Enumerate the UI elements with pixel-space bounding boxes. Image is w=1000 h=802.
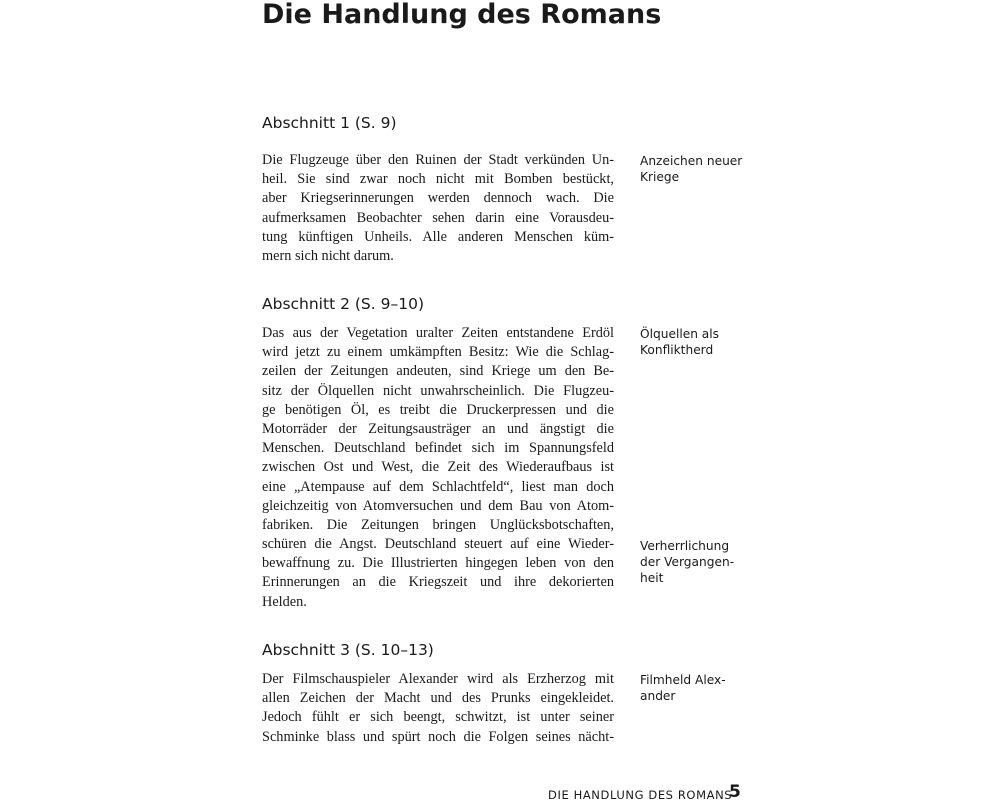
body-line: sitz der Ölquellen nicht unwahrscheinlich. Die Flugzeu- — [262, 382, 614, 399]
body-line: schüren die Angst. Deutschland steuert auf eine Wieder- — [262, 536, 614, 553]
section-heading: Abschnitt 1 (S. 9) — [262, 114, 397, 132]
margin-note-line: ander — [640, 689, 676, 703]
body-line: aber Kriegserinnerungen werden dennoch wach. Die — [262, 190, 614, 207]
body-line: Das aus der Vegetation uralter Zeiten entstandene Erdöl — [262, 325, 614, 341]
margin-note-line: Filmheld Alex- — [640, 673, 726, 687]
body-line: fabriken. Die Zeitungen bringen Unglücksbotschaften, — [262, 516, 614, 533]
body-line: Menschen. Deutschland befindet sich im Spannungsfeld — [262, 440, 614, 457]
body-line: allen Zeichen der Macht und des Prunks eingekleidet. — [262, 690, 614, 707]
body-line: Schminke blass und spürt noch die Folgen seines nächt- — [262, 728, 614, 745]
body-line: Motorräder der Zeitungsausträger an und ängstigt die — [262, 420, 614, 437]
body-line: heil. Sie sind zwar noch nicht mit Bomben bestückt, — [262, 171, 614, 188]
margin-note — [640, 153, 770, 185]
body-line: Der Filmschauspieler Alexander wird als Erzherzog mit — [262, 671, 614, 687]
body-line: mern sich nicht darum. — [262, 247, 394, 264]
margin-note-line: der Vergangen- — [640, 555, 735, 569]
margin-note — [640, 538, 770, 586]
margin-note — [640, 672, 770, 704]
section-heading: Abschnitt 2 (S. 9–10) — [262, 295, 424, 313]
margin-note-line: heit — [640, 571, 664, 585]
margin-note — [640, 326, 770, 358]
body-line: zwischen Ost und West, die Zeit des Wiederaufbaus ist — [262, 459, 614, 476]
body-line: eine „Atempause auf dem Schlachtfeld“, liest man doch — [262, 478, 614, 495]
body-line: Jedoch fühlt er sich beengt, schwitzt, ist unter seiner — [262, 709, 614, 726]
section-heading: Abschnitt 3 (S. 10–13) — [262, 641, 434, 659]
body-line: Helden. — [262, 593, 307, 610]
section-body — [262, 670, 614, 747]
margin-note-line: Verherrlichung — [640, 539, 730, 553]
margin-note-line: Anzeichen neuer — [640, 154, 743, 168]
body-line: ge benötigen Öl, es treibt die Druckerpressen und die — [262, 401, 614, 418]
body-line: Die Flugzeuge über den Ruinen der Stadt verkünden Un- — [262, 152, 614, 168]
page-number: 5 — [729, 782, 741, 802]
body-line: wird jetzt zu einem umkämpften Besitz: Wie die Schlag- — [262, 344, 614, 361]
page-title: Die Handlung des Romans — [262, 0, 662, 30]
body-line: zeilen der Zeitungen andeuten, sind Kriege um den Be- — [262, 363, 614, 380]
section-body — [262, 324, 614, 612]
body-line: tung künftigen Unheils. Alle anderen Menschen küm- — [262, 228, 614, 245]
body-line: gleichzeitig von Atomversuchen und dem Bau von Atom- — [262, 497, 614, 514]
margin-note-line: Ölquellen als — [640, 327, 720, 341]
body-line: Erinnerungen an die Kriegszeit und ihre dekorierten — [262, 574, 614, 591]
body-line: aufmerksamen Beobachter sehen darin eine Vorausdeu- — [262, 209, 614, 226]
margin-note-line: Konfliktherd — [640, 343, 714, 357]
running-footer: DIE HANDLUNG DES ROMANS — [548, 788, 733, 802]
body-line: bewaffnung zu. Die Illustrierten hingegen leben von den — [262, 555, 614, 572]
margin-note-line: Kriege — [640, 170, 680, 184]
section-body — [262, 151, 614, 266]
